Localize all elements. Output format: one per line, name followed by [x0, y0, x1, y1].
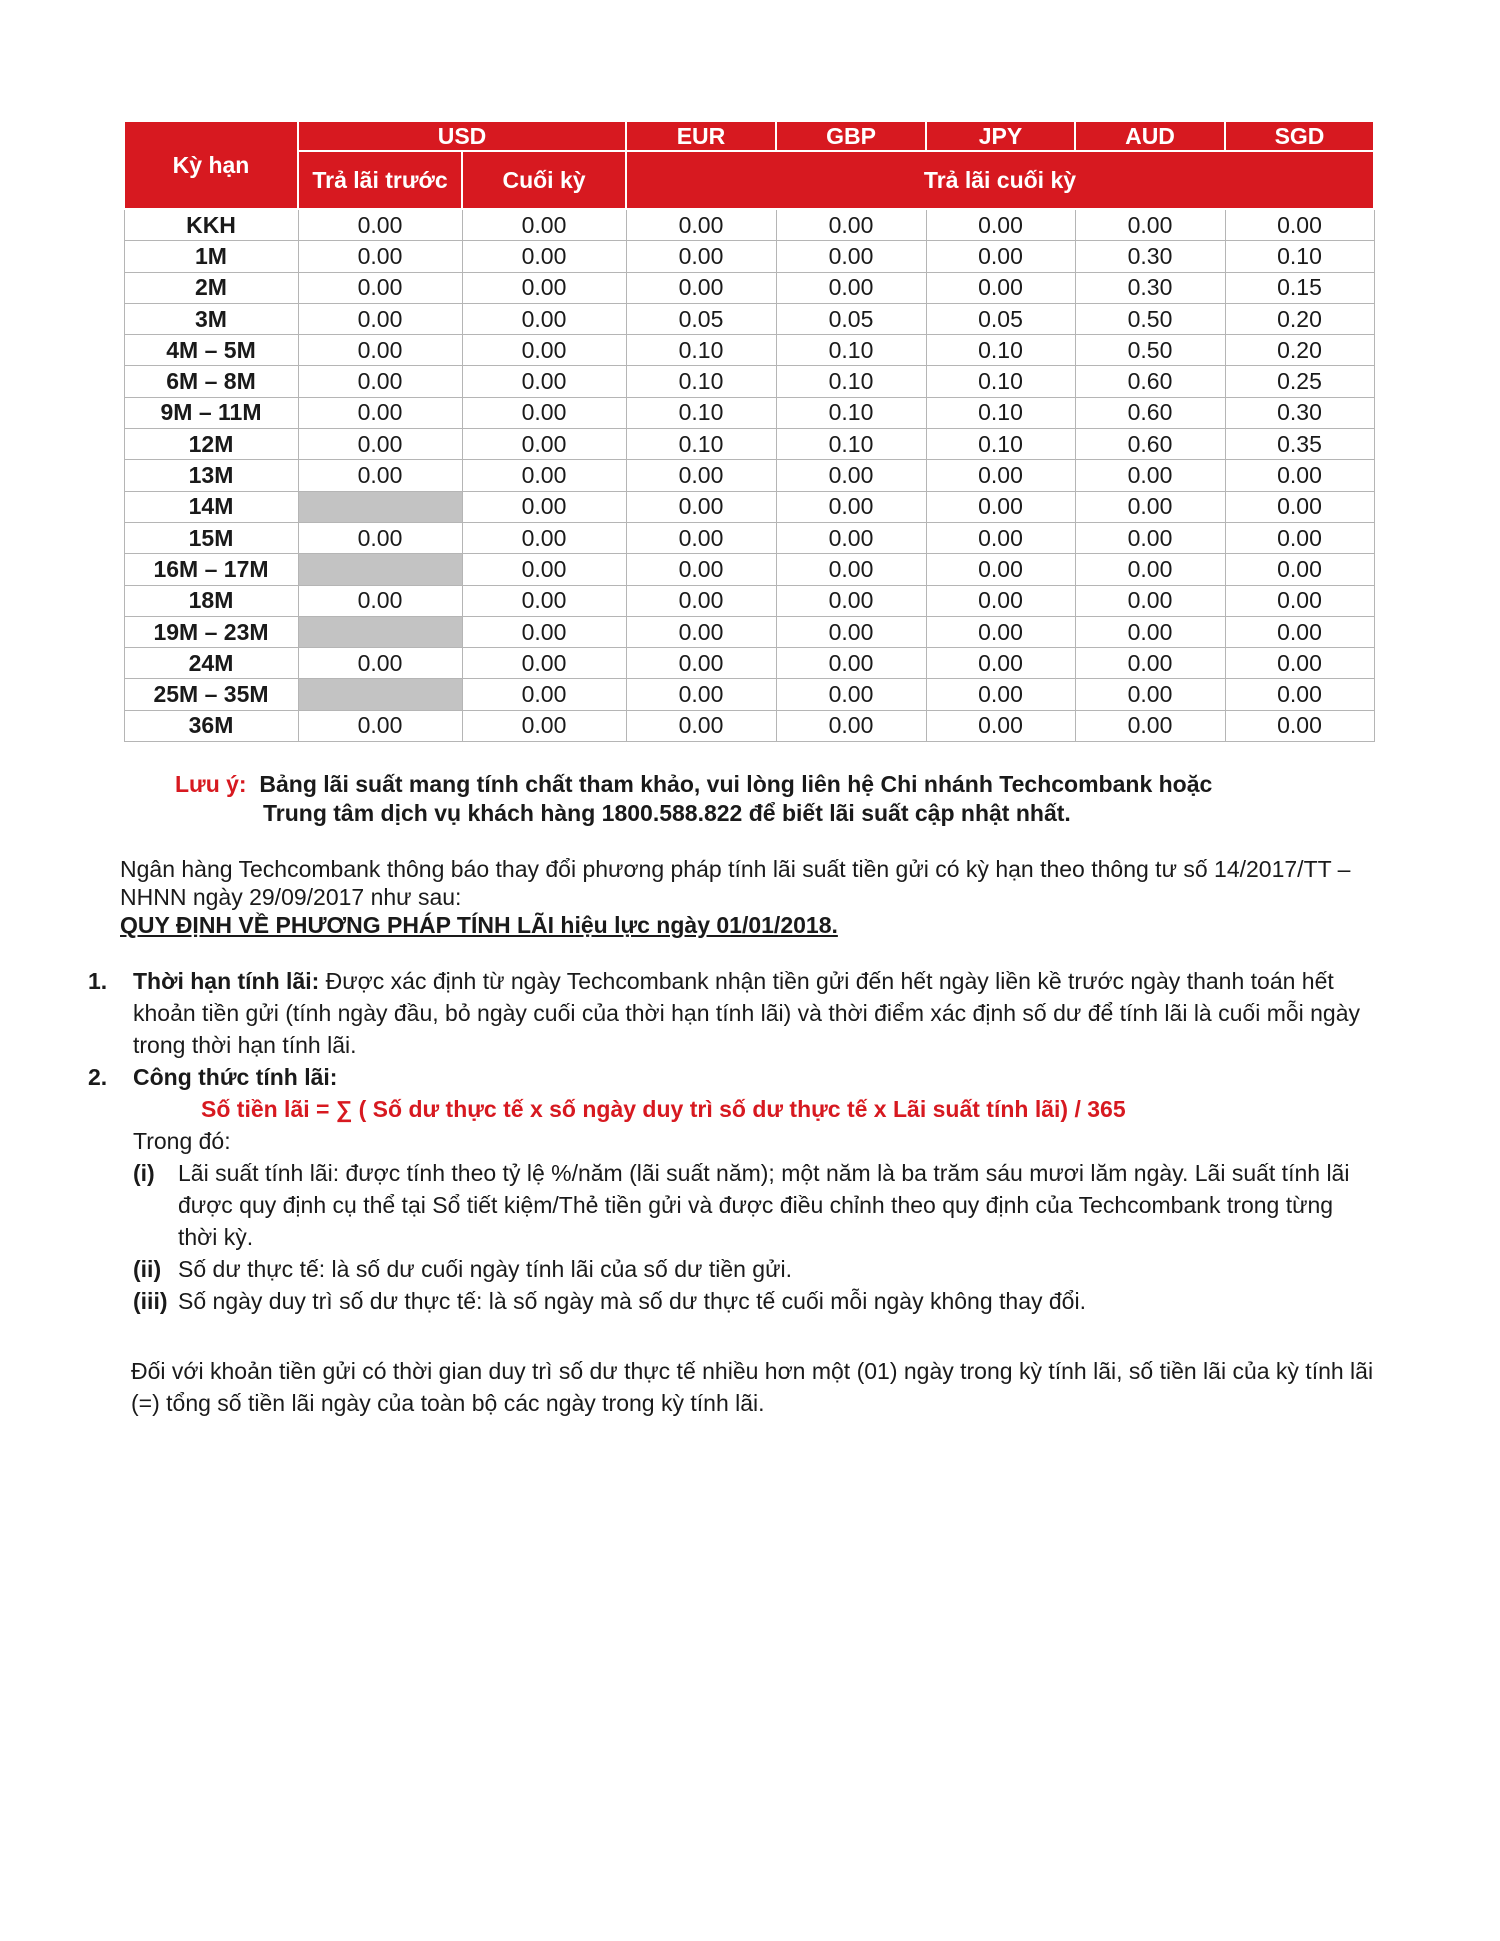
item-number: 1. [88, 968, 108, 994]
currency-header-sgd: SGD [1225, 121, 1374, 151]
rate-cell: 0.30 [1075, 272, 1225, 303]
rate-cell: 0.00 [298, 241, 462, 272]
usd-end-of-term-header: Cuối kỳ [462, 151, 626, 209]
regulation-heading: QUY ĐỊNH VỀ PHƯƠNG PHÁP TÍNH LÃI hiệu lực ngày 01/01/2018. [120, 912, 838, 938]
rate-cell: 0.00 [626, 209, 776, 241]
rate-cell: 0.00 [1075, 616, 1225, 647]
rate-cell: 0.00 [1225, 554, 1374, 585]
rate-cell: 0.15 [1225, 272, 1374, 303]
term-cell: 18M [124, 585, 298, 616]
rate-cell: 0.00 [776, 460, 926, 491]
term-cell: 9M – 11M [124, 397, 298, 428]
rate-cell: 0.60 [1075, 366, 1225, 397]
item-text: Được xác định từ ngày Techcombank nhận tiền gửi đến hết ngày liền kề trước ngày thanh toán hết khoản tiền gửi (tính ngày đầu, bỏ ngày cuối của thời hạn tính lãi) và thời điểm xác định số dư để tính lãi là cuối mỗi ngày trong thời hạn tính lãi. [133, 968, 1361, 1058]
rate-cell: 0.10 [626, 335, 776, 366]
rate-cell [298, 616, 462, 647]
rate-cell: 0.00 [298, 429, 462, 460]
rate-cell: 0.00 [926, 648, 1075, 679]
sub-item-text: Số ngày duy trì số dư thực tế: là số ngày mà số dư thực tế cuối mỗi ngày không thay đổi. [178, 1288, 1086, 1314]
rate-cell: 0.10 [1225, 241, 1374, 272]
item-title: Thời hạn tính lãi: [133, 968, 320, 994]
sub-item-number: (i) [133, 1160, 155, 1186]
term-cell: 19M – 23M [124, 616, 298, 647]
rate-cell: 0.50 [1075, 335, 1225, 366]
announcement-text: Ngân hàng Techcombank thông báo thay đổi phương pháp tính lãi suất tiền gửi có kỳ hạn theo thông tư số 14/2017/TT – NHNN ngày 29/09/2017 như sau: [120, 856, 1351, 910]
rate-cell: 0.00 [926, 209, 1075, 241]
rate-cell: 0.00 [1225, 585, 1374, 616]
rate-cell: 0.10 [926, 397, 1075, 428]
rate-cell: 0.30 [1075, 241, 1225, 272]
rate-cell: 0.00 [1225, 710, 1374, 741]
term-cell: 13M [124, 460, 298, 491]
rate-cell: 0.00 [462, 648, 626, 679]
rate-cell: 0.00 [776, 616, 926, 647]
rate-cell: 0.00 [298, 710, 462, 741]
table-row [124, 679, 1374, 710]
rate-cell: 0.60 [1075, 397, 1225, 428]
term-cell: 16M – 17M [124, 554, 298, 585]
currency-header-gbp: GBP [776, 121, 926, 151]
interest-formula: Số tiền lãi = ∑ ( Số dư thực tế x số ngày duy trì số dư thực tế x Lãi suất tính lãi) / 365 [201, 1096, 1126, 1122]
currency-header-eur: EUR [626, 121, 776, 151]
rate-cell: 0.00 [626, 585, 776, 616]
table-row [124, 491, 1374, 522]
rate-cell: 0.25 [1225, 366, 1374, 397]
sub-item [133, 1253, 1378, 1285]
rate-cell: 0.00 [298, 209, 462, 241]
rate-cell: 0.00 [1225, 460, 1374, 491]
table-row [124, 522, 1374, 553]
rate-cell: 0.10 [776, 397, 926, 428]
term-cell: 24M [124, 648, 298, 679]
term-cell: 14M [124, 491, 298, 522]
interest-rate-table [123, 120, 1375, 742]
rate-cell: 0.00 [626, 522, 776, 553]
rate-cell: 0.20 [1225, 335, 1374, 366]
rate-cell: 0.00 [1075, 585, 1225, 616]
rate-cell: 0.10 [926, 335, 1075, 366]
rate-cell: 0.00 [1225, 679, 1374, 710]
sub-item-text: Số dư thực tế: là số dư cuối ngày tính lãi của số dư tiền gửi. [178, 1256, 792, 1282]
rate-cell: 0.00 [1075, 209, 1225, 241]
rate-cell: 0.00 [462, 429, 626, 460]
rate-cell: 0.00 [926, 710, 1075, 741]
rate-cell: 0.00 [462, 272, 626, 303]
rate-cell: 0.00 [626, 554, 776, 585]
rate-cell: 0.00 [776, 522, 926, 553]
term-cell: 12M [124, 429, 298, 460]
rate-cell: 0.00 [1075, 522, 1225, 553]
rate-cell: 0.00 [926, 491, 1075, 522]
rate-cell: 0.60 [1075, 429, 1225, 460]
rate-cell: 0.00 [462, 522, 626, 553]
rate-cell: 0.00 [626, 491, 776, 522]
rate-cell: 0.05 [626, 303, 776, 334]
note-label: Lưu ý: [175, 771, 247, 797]
term-cell: 25M – 35M [124, 679, 298, 710]
rate-cell: 0.00 [776, 491, 926, 522]
currency-header-aud: AUD [1075, 121, 1225, 151]
rate-cell: 0.00 [298, 522, 462, 553]
table-row [124, 303, 1374, 334]
rate-cell: 0.00 [1225, 491, 1374, 522]
rate-cell: 0.00 [626, 710, 776, 741]
term-cell: 6M – 8M [124, 366, 298, 397]
rate-cell: 0.00 [1075, 554, 1225, 585]
term-cell: 15M [124, 522, 298, 553]
term-cell: KKH [124, 209, 298, 241]
rate-cell: 0.10 [626, 429, 776, 460]
rate-cell: 0.00 [776, 554, 926, 585]
list-item [88, 965, 1378, 1061]
rate-cell: 0.50 [1075, 303, 1225, 334]
currency-header-jpy: JPY [926, 121, 1075, 151]
rate-cell: 0.00 [926, 522, 1075, 553]
usd-prepaid-header: Trả lãi trước [298, 151, 462, 209]
rate-cell: 0.00 [776, 679, 926, 710]
rate-cell: 0.00 [462, 366, 626, 397]
term-cell: 1M [124, 241, 298, 272]
disclaimer-note [175, 770, 1325, 828]
rate-cell: 0.00 [298, 366, 462, 397]
rate-cell: 0.35 [1225, 429, 1374, 460]
rate-cell: 0.00 [462, 710, 626, 741]
sub-item [133, 1285, 1378, 1317]
rate-cell: 0.00 [1075, 710, 1225, 741]
closing-paragraph: Đối với khoản tiền gửi có thời gian duy trì số dư thực tế nhiều hơn một (01) ngày trong kỳ tính lãi, số tiền lãi của kỳ tính lãi (=) tổng số tiền lãi ngày của toàn bộ các ngày trong kỳ tính lãi. [131, 1358, 1374, 1416]
sub-item [133, 1157, 1378, 1253]
rate-cell: 0.00 [462, 460, 626, 491]
rate-cell: 0.00 [626, 616, 776, 647]
rate-cell: 0.00 [298, 585, 462, 616]
rate-cell: 0.00 [298, 397, 462, 428]
others-end-of-term-header: Trả lãi cuối kỳ [626, 151, 1374, 209]
term-cell: 36M [124, 710, 298, 741]
rate-cell: 0.00 [626, 460, 776, 491]
rate-cell: 0.00 [462, 491, 626, 522]
item-title: Công thức tính lãi: [133, 1064, 338, 1090]
rate-cell: 0.20 [1225, 303, 1374, 334]
rate-cell: 0.00 [1225, 616, 1374, 647]
rate-cell: 0.00 [776, 209, 926, 241]
currency-header-usd: USD [298, 121, 626, 151]
rate-cell: 0.00 [1225, 648, 1374, 679]
rate-cell: 0.00 [462, 209, 626, 241]
rate-cell: 0.00 [1075, 491, 1225, 522]
rate-cell: 0.00 [1075, 648, 1225, 679]
rate-cell: 0.00 [1075, 460, 1225, 491]
term-cell: 4M – 5M [124, 335, 298, 366]
rate-cell: 0.00 [776, 272, 926, 303]
table-row [124, 554, 1374, 585]
rate-cell: 0.00 [926, 272, 1075, 303]
rate-cell: 0.05 [776, 303, 926, 334]
rate-cell: 0.30 [1225, 397, 1374, 428]
rate-cell: 0.00 [926, 679, 1075, 710]
list-item [88, 1061, 1378, 1093]
rate-cell: 0.00 [462, 616, 626, 647]
rate-cell: 0.00 [926, 616, 1075, 647]
rate-cell: 0.00 [776, 648, 926, 679]
rate-cell: 0.00 [1075, 679, 1225, 710]
term-cell: 2M [124, 272, 298, 303]
rate-cell: 0.00 [626, 241, 776, 272]
rate-cell: 0.00 [926, 460, 1075, 491]
term-header: Kỳ hạn [124, 121, 298, 209]
sub-item-number: (iii) [133, 1288, 168, 1314]
rate-cell: 0.00 [462, 679, 626, 710]
table-row [124, 335, 1374, 366]
table-row [124, 366, 1374, 397]
rate-cell: 0.00 [926, 585, 1075, 616]
rate-cell: 0.00 [776, 710, 926, 741]
rate-cell: 0.00 [298, 272, 462, 303]
rate-cell [298, 554, 462, 585]
announcement [120, 855, 1380, 939]
rate-cell: 0.00 [462, 241, 626, 272]
rate-cell: 0.00 [626, 679, 776, 710]
rate-cell: 0.10 [626, 397, 776, 428]
rate-cell: 0.10 [776, 429, 926, 460]
where-label: Trong đó: [133, 1128, 231, 1154]
rate-cell: 0.00 [1225, 209, 1374, 241]
rate-cell: 0.00 [298, 648, 462, 679]
rate-cell: 0.00 [926, 241, 1075, 272]
rate-cell [298, 679, 462, 710]
table-row [124, 429, 1374, 460]
table-row [124, 209, 1374, 241]
rate-cell: 0.10 [926, 366, 1075, 397]
rate-cell: 0.00 [298, 303, 462, 334]
term-cell: 3M [124, 303, 298, 334]
rate-cell: 0.00 [462, 335, 626, 366]
table-row [124, 460, 1374, 491]
sub-item-text: Lãi suất tính lãi: được tính theo tỷ lệ %/năm (lãi suất năm); một năm là ba trăm sáu mươi lăm ngày. Lãi suất tính lãi được quy định cụ thể tại Sổ tiết kiệm/Thẻ tiền gửi và được điều chỉnh theo quy định của Techcombank trong từng thời kỳ. [178, 1160, 1350, 1250]
table-row [124, 585, 1374, 616]
table-row [124, 710, 1374, 741]
rate-cell: 0.00 [626, 272, 776, 303]
rate-cell: 0.10 [776, 366, 926, 397]
sub-item-number: (ii) [133, 1256, 162, 1282]
rate-cell: 0.10 [776, 335, 926, 366]
rate-cell: 0.00 [926, 554, 1075, 585]
table-row [124, 241, 1374, 272]
rate-cell: 0.00 [462, 554, 626, 585]
rate-cell: 0.05 [926, 303, 1075, 334]
rate-cell: 0.10 [626, 366, 776, 397]
table-row [124, 616, 1374, 647]
rate-cell: 0.00 [462, 397, 626, 428]
rate-cell: 0.00 [776, 585, 926, 616]
rate-cell: 0.00 [776, 241, 926, 272]
rate-cell: 0.00 [462, 303, 626, 334]
item-number: 2. [88, 1064, 108, 1090]
regulation-list [88, 965, 1378, 1317]
table-row [124, 648, 1374, 679]
note-line-2: Trung tâm dịch vụ khách hàng 1800.588.822 để biết lãi suất cập nhật nhất. [263, 800, 1071, 826]
rate-cell: 0.00 [1225, 522, 1374, 553]
rate-cell: 0.00 [626, 648, 776, 679]
rate-cell [298, 491, 462, 522]
table-row [124, 397, 1374, 428]
table-row [124, 272, 1374, 303]
note-line-1: Bảng lãi suất mang tính chất tham khảo, vui lòng liên hệ Chi nhánh Techcombank hoặc [259, 771, 1213, 797]
rate-cell: 0.00 [298, 460, 462, 491]
rate-cell: 0.00 [298, 335, 462, 366]
rate-cell: 0.00 [462, 585, 626, 616]
rate-cell: 0.10 [926, 429, 1075, 460]
